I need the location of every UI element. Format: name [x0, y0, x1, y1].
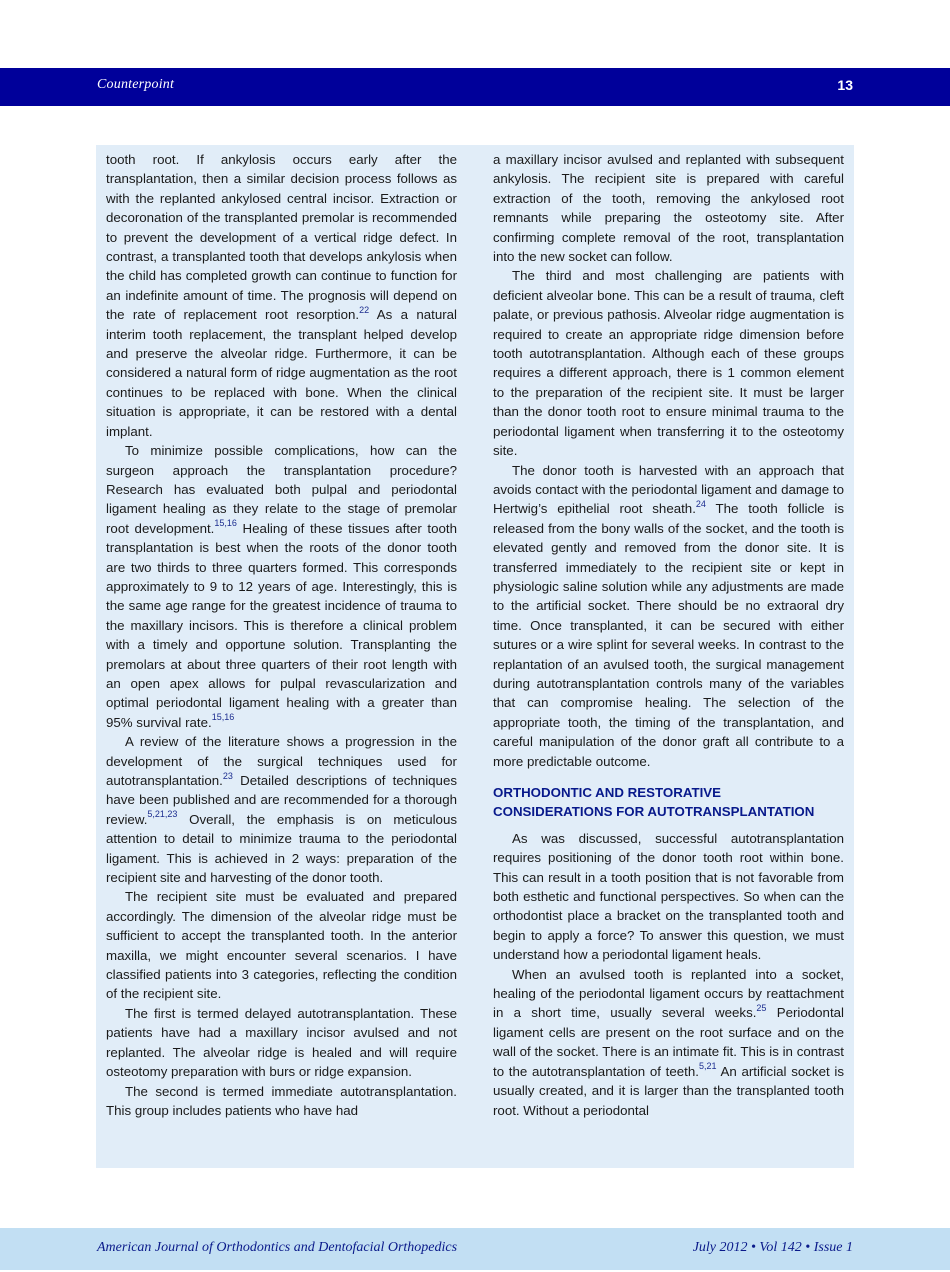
paragraph — [106, 887, 457, 1003]
text-run: tooth root. If ankylosis occurs early after the transplantation, then a similar decision process follows as with the replanted ankylosed central incisor. Extraction or decoronation of the transplanted premolar is recommended to prevent the development of a vertical ridge defect. In contrast, a transplanted tooth that develops ankylosis when the child has completed growth can continue to function for an indefinite amount of time. The prognosis will depend on the rate of replacement root resorption. — [106, 152, 457, 323]
text-run: The third and most challenging are patients with deficient alveolar bone. This can be a result of trauma, cleft palate, or previous pathosis. Alveolar ridge augmentation is required to create an appropriate ridge dimension before tooth autotransplantation. Although each of these groups requires a different approach, there is 1 common element to the preparation of the recipient site. It must be larger than the donor tooth root to ensure minimal trauma to the periodontal ligament when transferring it to the osteotomy site. — [493, 268, 844, 459]
text-run: The tooth follicle is released from the bony walls of the socket, and the tooth is elevated gently and removed from the donor site. It is transferred immediately to the recipient site or kept in physiologic saline solution while any adjustments are made to the artificial socket. There should be no extraoral dry time. Once transplanted, it can be secured with either sutures or a wire splint for several weeks. In contrast to the replantation of an avulsed tooth, the surgical management during autotransplantation controls many of the variables that can compromise healing. The selection of the appropriate tooth, the timing of the transplantation, and careful manipulation of the donor graft all contribute to a more predictable outcome. — [493, 501, 844, 769]
citation-reference[interactable]: 5,21 — [698, 1061, 717, 1072]
right-column — [493, 150, 844, 1120]
citation-reference[interactable]: 5,21,23 — [147, 809, 178, 820]
text-run: Detailed descriptions of techniques have been published and are recommended for a thorough review. — [106, 773, 457, 827]
paragraph — [493, 266, 844, 460]
page-number: 13 — [837, 77, 853, 93]
paragraph — [493, 829, 844, 965]
text-run: a maxillary incisor avulsed and replanted with subsequent ankylosis. The recipient site is prepared with careful extraction of the tooth, removing the ankylosed root remnants while preparing the osteotomy site. After confirming complete removal of the root, transplantation into the new socket can follow. — [493, 152, 844, 265]
running-footer — [0, 1228, 950, 1270]
left-column — [106, 150, 457, 1120]
paragraph — [106, 732, 457, 887]
paragraph — [493, 150, 844, 266]
section-heading-line-1: ORTHODONTIC AND RESTORATIVE — [493, 785, 722, 800]
citation-reference[interactable]: 25 — [756, 1003, 767, 1014]
citation-reference[interactable]: 15,16 — [211, 712, 235, 723]
paragraph — [493, 461, 844, 772]
journal-name: American Journal of Orthodontics and Dentofacial Orthopedics — [97, 1240, 458, 1255]
text-run: Overall, the emphasis is on meticulous attention to detail to minimize trauma to the periodontal ligament. This is achieved in 2 ways: preparation of the recipient site and harvesting of the donor tooth. — [106, 811, 457, 886]
text-run: When an avulsed tooth is replanted into a socket, healing of the periodontal ligament occurs by reattachment in a short time, usually several weeks. — [493, 966, 844, 1021]
text-run: The first is termed delayed autotransplantation. These patients have had a maxillary incisor avulsed and not replanted. The alveolar ridge is healed and will require osteotomy preparation with burs or ridge expansion. — [106, 1005, 457, 1080]
issue-info: July 2012 • Vol 142 • Issue 1 — [692, 1240, 853, 1255]
text-run: The recipient site must be evaluated and prepared accordingly. The dimension of the alveolar ridge must be sufficient to accept the transplanted tooth. In the anterior maxilla, we might encounter several scenarios. I have classified patients into 3 categories, reflecting the condition of the recipient site. — [106, 889, 457, 1002]
text-run: Healing of these tissues after tooth transplantation is best when the roots of the donor tooth are two thirds to three quarters formed. This corresponds approximately to 9 to 12 years of age. Interestingly, this is the same age range for the greatest incidence of trauma to the maxillary incisors. This is therefore a clinical problem with a timely and opportune solution. Transplanting the premolars at about three quarters of their root length with an open apex allows for pulpal revascularization and optimal periodontal ligament healing with a greater than 95% survival rate. — [106, 520, 457, 730]
right-column-section-body — [493, 829, 844, 1120]
citation-reference[interactable]: 22 — [359, 304, 370, 315]
running-header — [0, 68, 950, 106]
text-run: A review of the literature shows a progression in the development of the surgical techniques used for autotransplantation. — [106, 734, 457, 788]
right-column-intro — [493, 150, 844, 771]
text-run: As a natural interim tooth replacement, the transplant helped develop and preserve the alveolar ridge. Furthermore, it can be considered a natural form of ridge augmentation as the root continues to be replaced with bone. When the clinical situation is appropriate, it can be restored with a dental implant. — [106, 307, 457, 439]
section-title: Counterpoint — [97, 77, 175, 92]
text-run: Periodontal ligament cells are present on the root surface and on the wall of the socket. There is an intimate fit. This is in contrast to the autotransplantation of teeth. — [493, 1005, 844, 1079]
paragraph — [106, 1082, 457, 1121]
citation-reference[interactable]: 15,16 — [214, 518, 237, 529]
citation-reference[interactable]: 24 — [695, 498, 706, 509]
section-heading-line-2: CONSIDERATIONS FOR AUTOTRANSPLANTATION — [493, 804, 815, 820]
section-heading — [493, 783, 844, 822]
text-run: The second is termed immediate autotransplantation. This group includes patients who have had — [106, 1083, 457, 1118]
text-run: To minimize possible complications, how can the surgeon approach the transplantation procedure? Research has evaluated both pulpal and periodontal ligament healing as they relate to the stage of premolar root development. — [106, 443, 457, 536]
paragraph — [106, 441, 457, 732]
paragraph — [106, 1004, 457, 1082]
article-body — [96, 145, 854, 1168]
paragraph — [493, 965, 844, 1120]
paragraph — [106, 150, 457, 441]
text-run: An artificial socket is usually created, and it is larger than the transplanted tooth root. Without a periodontal — [493, 1063, 844, 1118]
citation-reference[interactable]: 23 — [222, 770, 233, 781]
text-run: The donor tooth is harvested with an approach that avoids contact with the periodontal ligament and damage to Hertwig’s epithelial root sheath. — [493, 462, 844, 517]
text-run: As was discussed, successful autotransplantation requires positioning of the donor tooth root within bone. This can result in a tooth position that is not favorable from both esthetic and functional perspectives. So when can the orthodontist place a bracket on the transplanted tooth and begin to apply a force? To answer this question, we must understand how a periodontal ligament heals. — [493, 830, 844, 963]
